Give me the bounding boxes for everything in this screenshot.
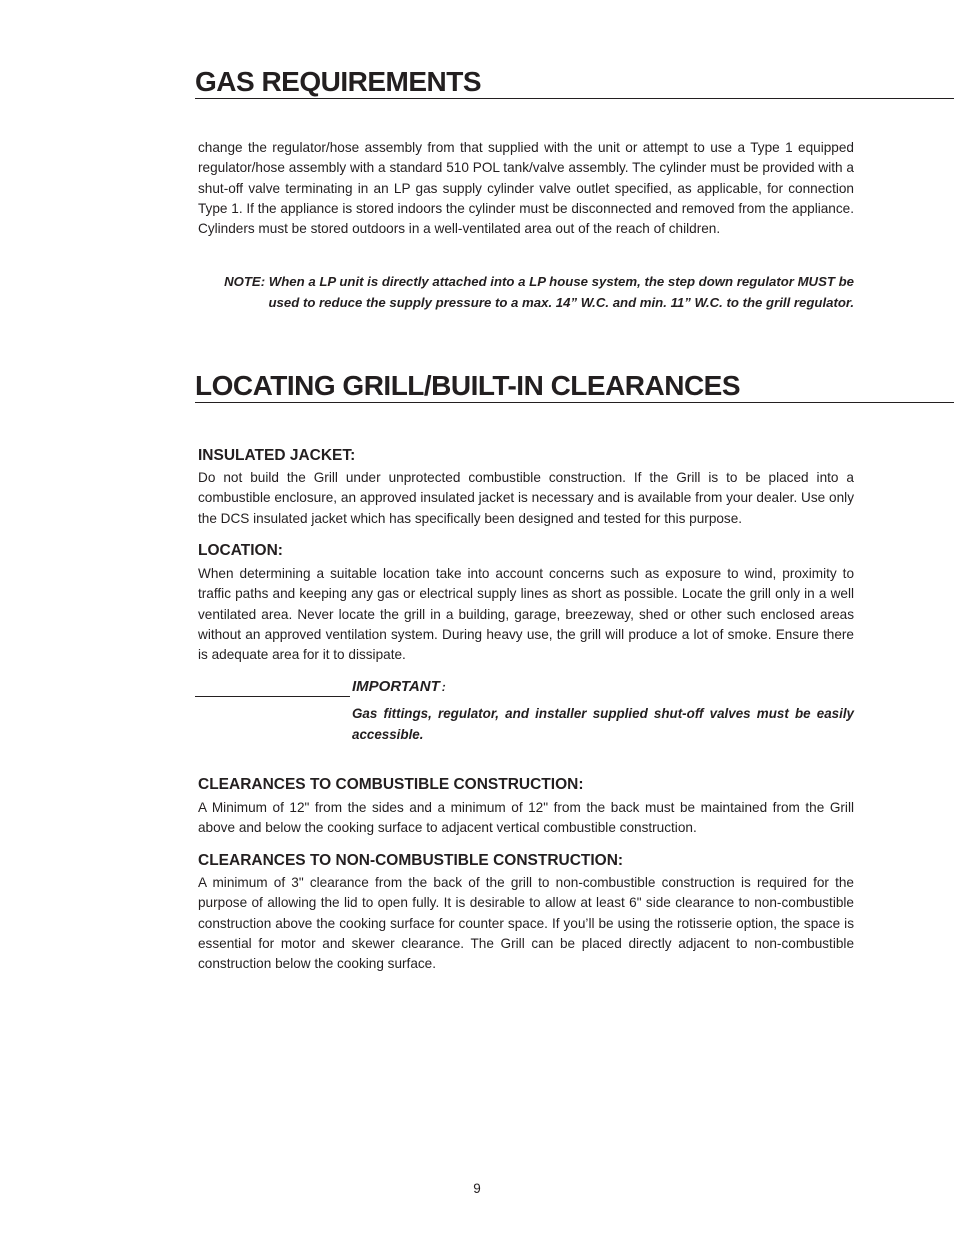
insulated-jacket-body: Do not build the Grill under unprotected combustible construction. If the Grill is to be placed into a combustible enclosure, an approved insulated jacket is necessary and is available from your dealer. Use only the DCS insulated jacket which has specifically been designed and tested for this purpose.	[198, 470, 854, 526]
location-heading: LOCATION:	[198, 542, 283, 559]
section-title-gas-requirements: GAS REQUIREMENTS	[195, 66, 954, 99]
important-body: Gas fittings, regulator, and installer supplied shut-off valves must be easily accessible.	[352, 706, 854, 742]
insulated-jacket-heading: INSULATED JACKET:	[198, 447, 356, 464]
important-colon: :	[441, 680, 446, 694]
important-title	[352, 677, 446, 697]
gas-requirements-paragraph: change the regulator/hose assembly from that supplied with the unit or attempt to use a Type 1 equipped regulator/hose assembly with a standard 510 POL tank/valve assembly. The cylinder must be provided with a shut-off valve terminating in an LP gas supply cylinder valve outlet specified, as applicable, for connection Type 1. If the appliance is stored indoors the cylinder must be disconnected and removed from the appliance. Cylinders must be stored outdoors in a well-ventilated area out of the reach of children.	[198, 140, 854, 237]
combustible-clearance-body: A Minimum of 12" from the sides and a minimum of 12" from the back must be maintained from the Grill above and below the cooking surface to adjacent vertical combustible construction.	[198, 800, 854, 836]
section-title-locating-clearances: LOCATING GRILL/BUILT-IN CLEARANCES	[195, 370, 954, 403]
lp-note	[198, 272, 854, 313]
important-rule	[195, 696, 350, 697]
noncombustible-clearance-body: A minimum of 3" clearance from the back of the grill to non-combustible construction is required for the purpose of allowing the lid to open fully. It is desirable to allow at least 6" side clearance to non-combustible construction above the cooking surface for counter space. If you’ll be using the rotisserie option, the space is essential for motor and skewer clearance. The Grill can be placed directly adjacent to non-combustible construction below the cooking surface.	[198, 875, 854, 972]
lp-note-line-2: used to reduce the supply pressure to a max. 14” W.C. and min. 11” W.C. to the grill regulator.	[268, 294, 854, 310]
lp-note-line-1: NOTE: When a LP unit is directly attached into a LP house system, the step down regulator MUST be	[224, 274, 854, 289]
location-body: When determining a suitable location take into account concerns such as exposure to wind, proximity to traffic paths and keeping any gas or electrical supply lines as short as possible. Locate the grill only in a well ventilated area. Never locate the grill in a building, garage, breezeway, shed or other such enclosed areas without an approved ventilation system. During heavy use, the grill will produce a lot of smoke. Ensure there is adequate area for it to dissipate.	[198, 566, 854, 663]
page-number: 9	[473, 1181, 481, 1196]
noncombustible-clearance-heading: CLEARANCES TO NON-COMBUSTIBLE CONSTRUCTION:	[198, 852, 624, 869]
important-label: IMPORTANT	[352, 678, 440, 695]
combustible-clearance-heading: CLEARANCES TO COMBUSTIBLE CONSTRUCTION:	[198, 776, 584, 793]
